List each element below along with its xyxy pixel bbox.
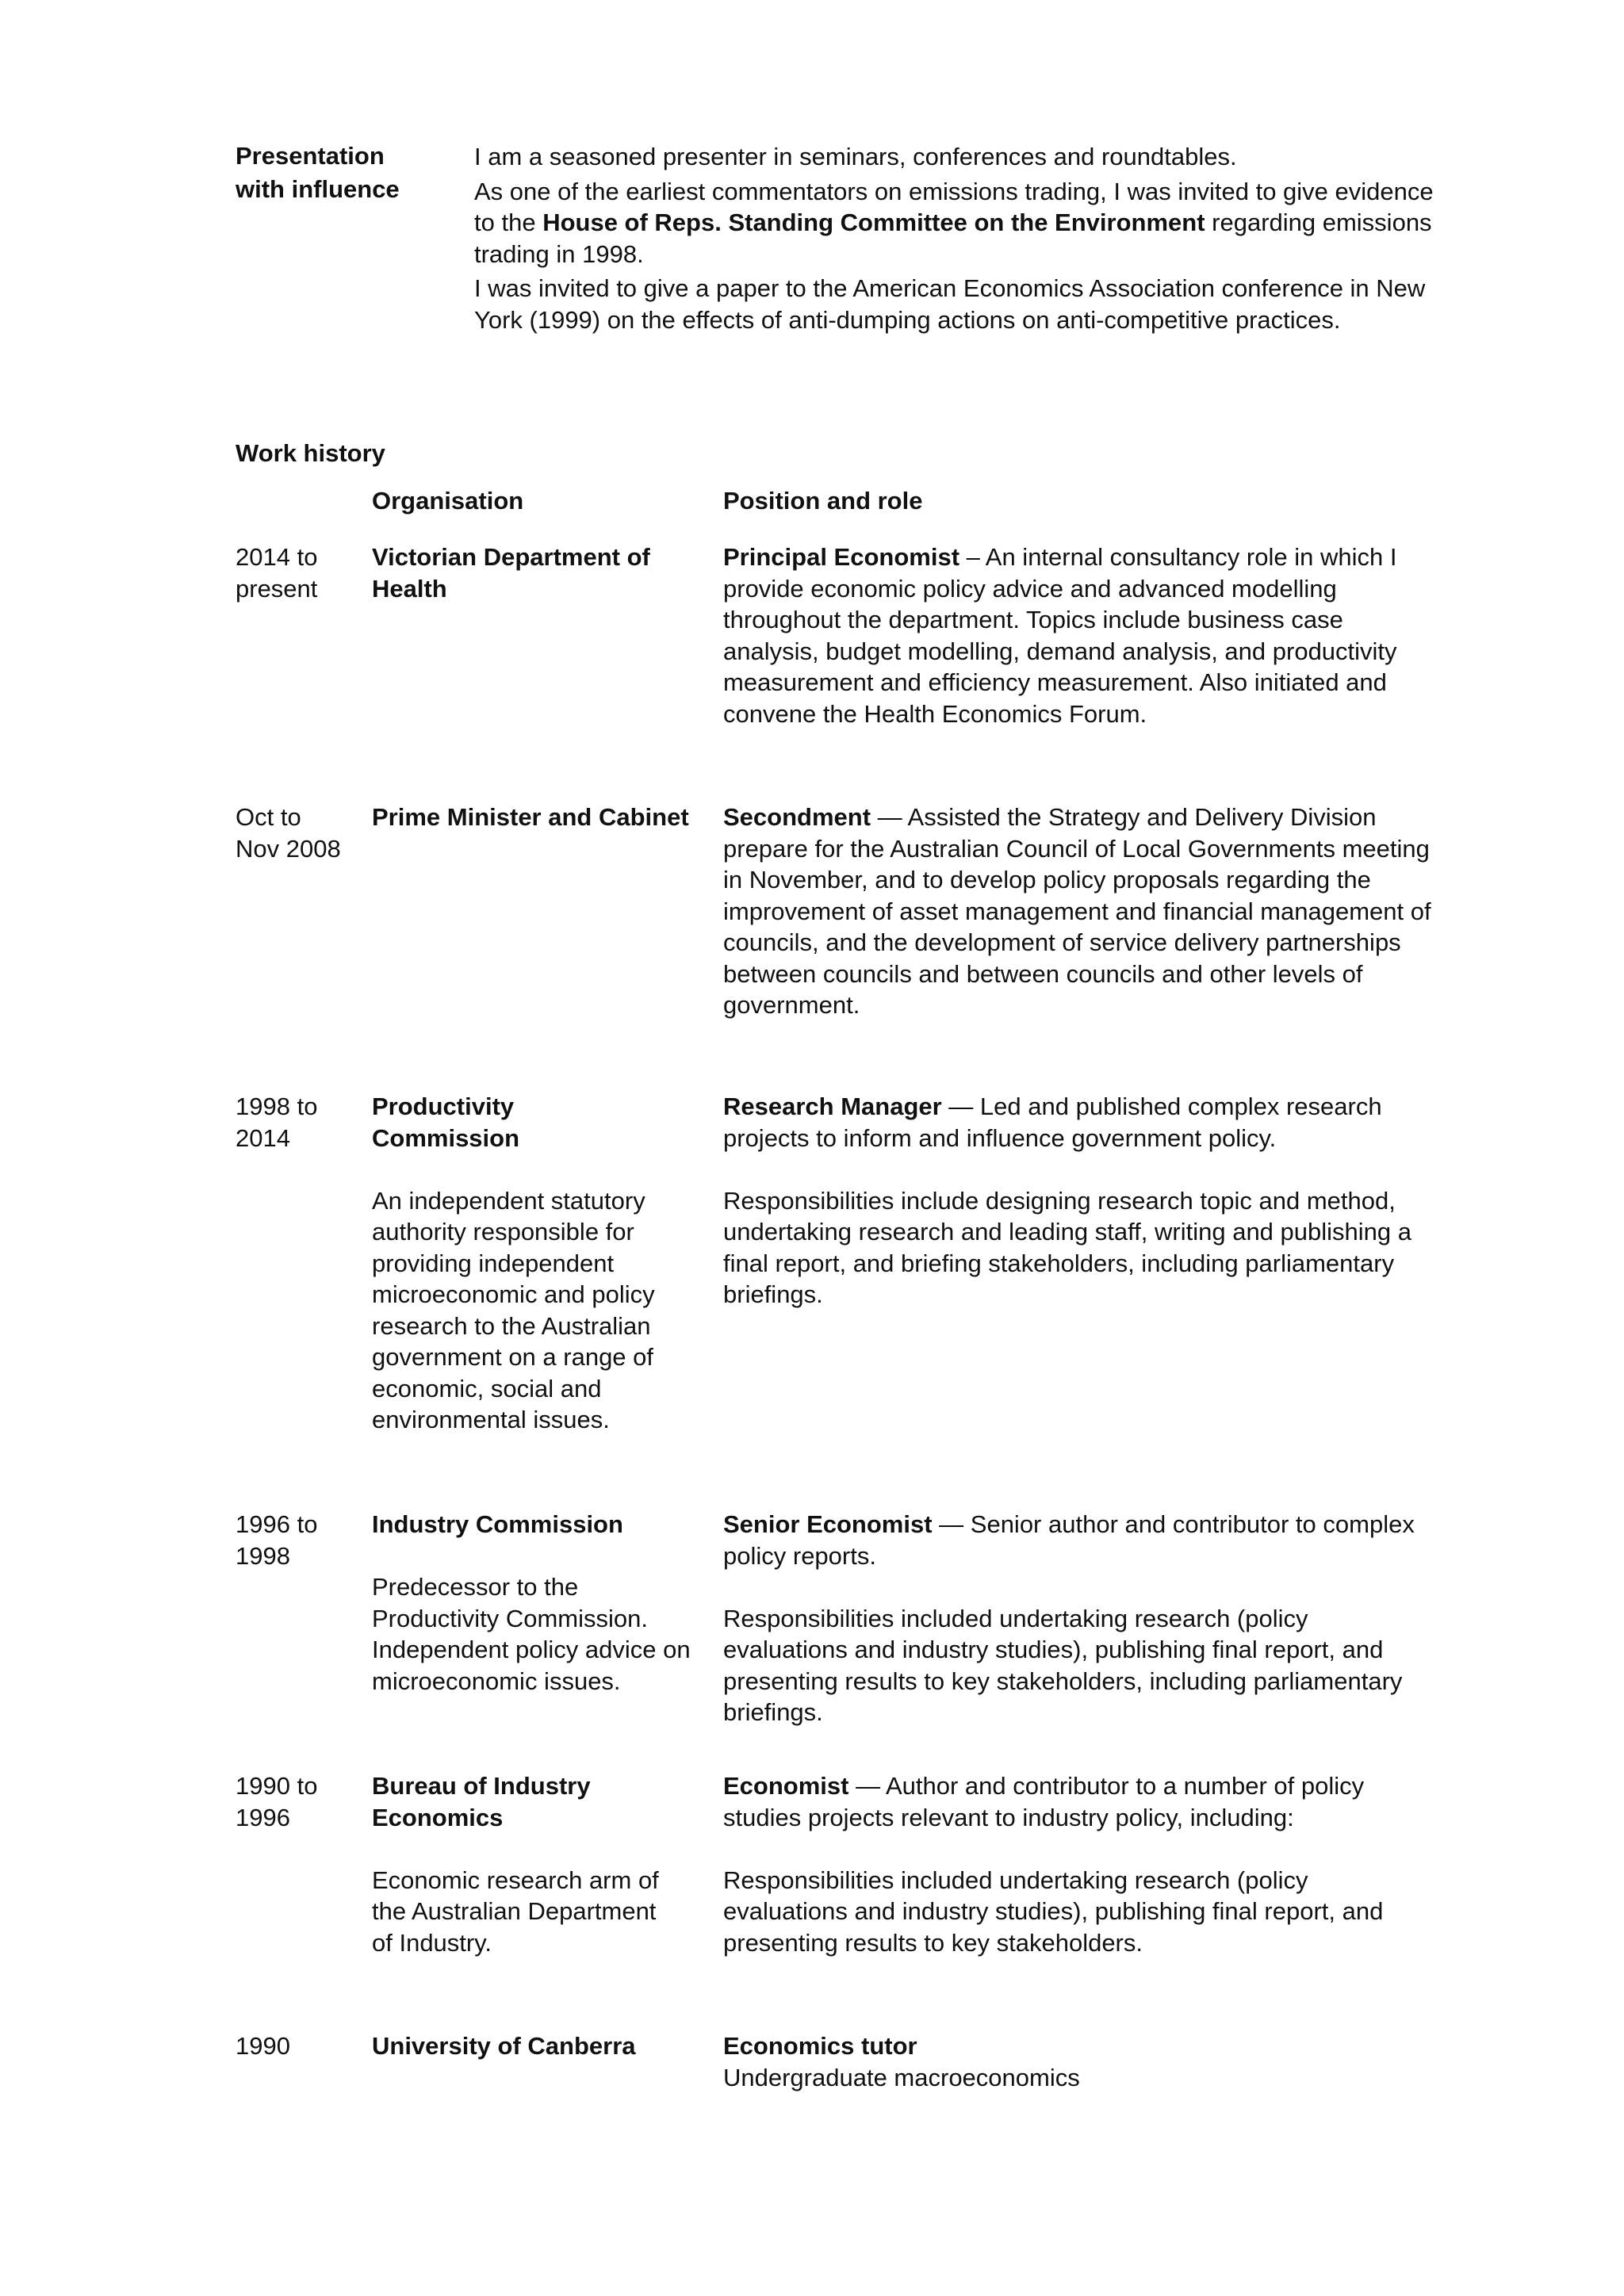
presentation-label-line1: Presentation [236, 142, 385, 170]
entry-role-title: Economics tutor [723, 2032, 917, 2060]
entry-responsibilities: Responsibilities included undertaking research (policy evaluations and industry studies), publishing final report, and presenting results to key stakeholders. [723, 1866, 1384, 1957]
work-history-title: Work history [236, 439, 385, 467]
entry-responsibilities: Responsibilities include designing research topic and method, undertaking research and leading staff, writing and publishing a final report, and briefing stakeholders, including parliamentary briefings. [723, 1186, 1411, 1308]
entry-date [236, 541, 362, 604]
presentation-p2-post: regarding emissions trading in 1998. [474, 209, 1432, 268]
entry-role-paragraph [723, 802, 1437, 1021]
entry-organisation: Productivity Commission [372, 1093, 520, 1152]
entry-role-text: — Author and contributor to a number of policy studies projects relevant to industry policy, including: [723, 1772, 1365, 1831]
entry-organisation-block [372, 1770, 673, 1958]
entry-role-title: Research Manager [723, 1093, 942, 1120]
entry-organisation-block [372, 1091, 697, 1436]
presentation-paragraph-2 [474, 176, 1457, 270]
presentation-p2-bold: House of Reps. Standing Committee on the Environment [542, 209, 1205, 236]
entry-position [723, 1770, 1437, 1958]
column-header-position: Position and role [723, 487, 923, 515]
presentation-label-line2: with influence [236, 175, 400, 203]
entry-position [723, 541, 1437, 729]
entry-organisation-description: Economic research arm of the Australian Department of Industry. [372, 1866, 659, 1957]
entry-date [236, 1509, 362, 1571]
entry-date-line2: 1996 [236, 1803, 290, 1831]
entry-date-line1: 1990 [236, 2032, 290, 2060]
entry-date [236, 1770, 362, 1833]
entry-date-line1: 1996 to [236, 1510, 318, 1538]
entry-role-paragraph [723, 1509, 1437, 1571]
entry-position [723, 802, 1437, 1021]
entry-position [723, 1509, 1437, 1728]
entry-role-title: Senior Economist [723, 1510, 933, 1538]
entry-date-line2: present [236, 574, 318, 603]
entry-date-line2: Nov 2008 [236, 834, 341, 863]
entry-position [723, 1091, 1437, 1311]
entry-role-title: Economist [723, 1772, 849, 1800]
entry-role-text: — Led and published complex research projects to inform and influence government policy. [723, 1093, 1382, 1152]
entry-organisation: University of Canberra [372, 2032, 636, 2060]
entry-organisation-description: An independent statutory authority responsible for providing independent microeconomic and policy research to the Australian government on a range of economic, social and environmental issues. [372, 1186, 655, 1433]
entry-organisation: Bureau of Industry Economics [372, 1772, 591, 1831]
entry-date-line1: Oct to [236, 803, 301, 831]
entry-date [236, 802, 362, 864]
entry-role-text: — Senior author and contributor to complex policy reports. [723, 1510, 1415, 1570]
presentation-paragraph-1: I am a seasoned presenter in seminars, conferences and roundtables. [474, 143, 1237, 170]
entry-responsibilities: Responsibilities included undertaking research (policy evaluations and industry studies), publishing final report, and presenting results to key stakeholders, including parliamentary briefings. [723, 1604, 1403, 1726]
entry-organisation: Industry Commission [372, 1510, 623, 1538]
entry-date [236, 1091, 362, 1154]
presentation-body [474, 141, 1457, 339]
entry-role-title: Principal Economist [723, 543, 960, 571]
entry-role-text: Undergraduate macroeconomics [723, 2063, 1080, 2091]
entry-organisation-description: Predecessor to the Productivity Commission. Independent policy advice on microeconomic issues. [372, 1573, 691, 1695]
entry-role-text: — Assisted the Strategy and Delivery Division prepare for the Australian Council of Local Governments meeting in November, and to develop policy proposals regarding the improvement of asset management and financial management of councils, and the development of service delivery partnerships between councils and between councils and other levels of government. [723, 803, 1431, 1019]
column-header-organisation: Organisation [372, 487, 524, 515]
entry-organisation-block [372, 1509, 697, 1697]
entry-organisation: Prime Minister and Cabinet [372, 803, 689, 831]
entry-role-paragraph [723, 1091, 1437, 1154]
entry-role-title: Secondment [723, 803, 871, 831]
entry-date-line1: 1998 to [236, 1093, 318, 1120]
presentation-label [236, 140, 442, 206]
entry-date [236, 2030, 362, 2062]
presentation-paragraph-3: I was invited to give a paper to the American Economics Association conference in New York (1999) on the effects of anti-dumping actions on anti-competitive practices. [474, 274, 1426, 334]
entry-date-line2: 2014 [236, 1123, 290, 1152]
entry-role-paragraph [723, 541, 1437, 729]
entry-date-line1: 1990 to [236, 1772, 318, 1800]
entry-role-paragraph [723, 1770, 1437, 1833]
entry-role-text: – An internal consultancy role in which I provide economic policy advice and advanced modelling throughout the department. Topics include business case analysis, budget modelling, demand analysis, and productivity measurement and efficiency measurement. Also initiated and convene the Health Economics Forum. [723, 543, 1397, 728]
entry-organisation: Victorian Department of Health [372, 543, 650, 603]
entry-date-line1: 2014 to [236, 543, 318, 571]
entry-position [723, 2030, 1437, 2093]
presentation-p2-pre: As one of the earliest commentators on emissions trading, I was invited to give evidence to the [474, 177, 1434, 236]
entry-date-line2: 1998 [236, 1541, 290, 1570]
